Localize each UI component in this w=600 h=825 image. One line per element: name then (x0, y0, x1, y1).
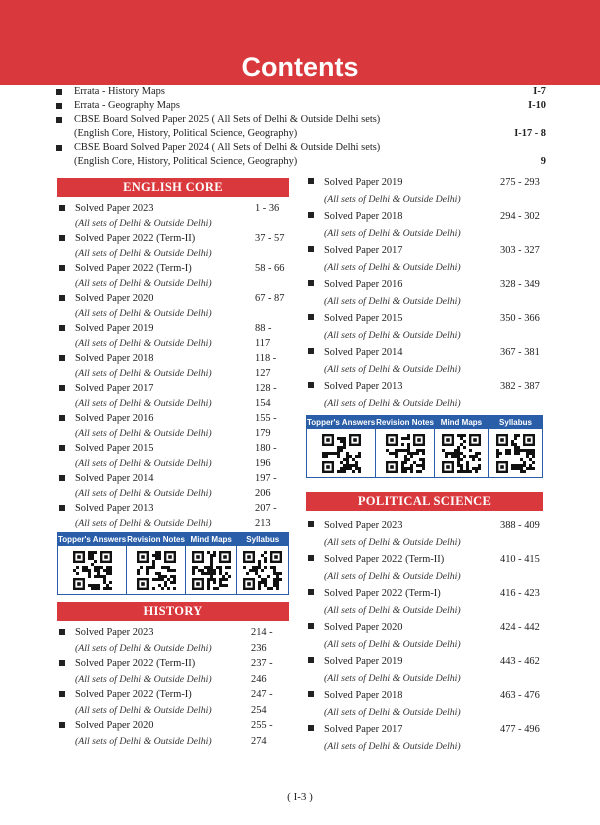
toc-entry-range: 463 - 476 (500, 690, 540, 701)
toc-entry-range: 58 - 66 (255, 263, 285, 274)
toc-entry-title: Solved Paper 2020 (324, 622, 403, 633)
toc-entry-range: 180 - 196 (255, 443, 277, 469)
bullet-icon (59, 235, 65, 241)
bullet-icon (308, 314, 314, 320)
qr-cell[interactable] (307, 416, 376, 477)
toc-entry-subtitle: (All sets of Delhi & Outside Delhi) (75, 458, 212, 469)
bullet-icon (56, 89, 62, 95)
toc-entry-range: 128 - 154 (255, 383, 277, 409)
toc-entry-range: 275 - 293 (500, 177, 540, 188)
toc-entry (57, 656, 289, 687)
toc-entry-subtitle: (All sets of Delhi & Outside Delhi) (75, 704, 212, 716)
top-item (56, 155, 546, 169)
top-item-text: (English Core, History, Political Science, Geography) (74, 128, 298, 139)
qr-panel-english (57, 532, 289, 595)
toc-entry-subtitle: (All sets of Delhi & Outside Delhi) (75, 368, 212, 379)
toc-entry-title: Solved Paper 2017 (75, 383, 154, 394)
qr-code-icon[interactable] (496, 434, 535, 473)
toc-entry-line (324, 687, 543, 704)
toc-entry-subtitle: (All sets of Delhi & Outside Delhi) (75, 308, 212, 319)
bullet-icon (308, 521, 314, 527)
toc-entry-range: 382 - 387 (500, 381, 540, 392)
toc-entry-subtitle: (All sets of Delhi & Outside Delhi) (75, 673, 212, 685)
toc-entry-title: Solved Paper 2017 (324, 245, 403, 256)
toc-entry-range: 388 - 409 (500, 520, 540, 531)
toc-entry-range: 118 - 127 (255, 353, 277, 379)
qr-code-icon[interactable] (386, 434, 425, 473)
qr-code-icon[interactable] (73, 551, 112, 590)
qr-cell[interactable] (489, 416, 542, 477)
bullet-icon (308, 657, 314, 663)
toc-entry-range: 155 - 179 (255, 413, 277, 439)
top-item (56, 85, 546, 99)
qr-cell[interactable] (435, 416, 489, 477)
toc-entry (306, 378, 543, 412)
toc-entry-title: Solved Paper 2015 (75, 443, 154, 454)
toc-entry-subtitle: (All sets of Delhi & Outside Delhi) (324, 673, 461, 684)
toc-entry-subtitle: (All sets of Delhi & Outside Delhi) (75, 428, 212, 439)
toc-entry-range: 237 - 246 (251, 658, 273, 685)
toc-entry (57, 201, 289, 231)
top-item-page: 9 (540, 156, 546, 167)
toc-entry-title: Solved Paper 2019 (324, 177, 403, 188)
toc-entry-title: Solved Paper 2022 (Term-II) (324, 554, 445, 565)
toc-entry-range: 67 - 87 (255, 293, 285, 304)
bullet-icon (308, 725, 314, 731)
qr-label: Topper's Answers (307, 418, 376, 427)
toc-entry (306, 585, 543, 619)
qr-panel-history (306, 415, 543, 478)
top-item-page: I-7 (533, 86, 546, 97)
toc-entry (306, 174, 543, 208)
toc-entry-subtitle: (All sets of Delhi & Outside Delhi) (324, 262, 461, 273)
toc-entry-range: 207 - 213 (255, 503, 277, 529)
toc-entry-title: Solved Paper 2020 (75, 293, 154, 304)
qr-cell[interactable] (186, 533, 238, 594)
toc-entry-title: Solved Paper 2023 (324, 520, 403, 531)
toc-entry-subtitle: (All sets of Delhi & Outside Delhi) (324, 364, 461, 375)
toc-entry (306, 721, 543, 755)
toc-entry-subtitle: (All sets of Delhi & Outside Delhi) (75, 278, 212, 289)
toc-entry (306, 208, 543, 242)
bullet-icon (59, 415, 65, 421)
toc-entry (306, 653, 543, 687)
toc-entry (57, 411, 289, 441)
toc-entry-subtitle: (All sets of Delhi & Outside Delhi) (324, 228, 461, 239)
qr-label: Syllabus (237, 533, 288, 546)
toc-entry-range: 1 - 36 (255, 203, 280, 214)
toc-entry-title: Solved Paper 2023 (75, 203, 154, 214)
toc-entry (57, 261, 289, 291)
toc-entry-range: 37 - 57 (255, 233, 285, 244)
top-item (56, 113, 546, 127)
toc-entry-line (75, 201, 289, 216)
toc-entry (306, 310, 543, 344)
bullet-icon (56, 145, 62, 151)
qr-code-icon[interactable] (442, 434, 481, 473)
qr-label: Revision Notes (376, 418, 434, 427)
top-item-text: CBSE Board Solved Paper 2024 ( All Sets of Delhi & Outside Delhi sets) (74, 142, 381, 153)
toc-entry-line (75, 291, 289, 306)
toc-entry-line (324, 208, 543, 225)
toc-entry (306, 687, 543, 721)
qr-code-icon[interactable] (243, 551, 282, 590)
toc-entry-subtitle: (All sets of Delhi & Outside Delhi) (75, 248, 212, 259)
toc-entry-range: 88 - 117 (255, 323, 272, 349)
toc-entry-line (324, 378, 543, 395)
top-item-page: I-17 - 8 (514, 128, 546, 139)
toc-entry-range: 416 - 423 (500, 588, 540, 599)
history-section (57, 602, 289, 749)
history-continued-section (306, 174, 543, 412)
toc-entry-range: 247 - 254 (251, 689, 273, 716)
toc-entry-line (324, 551, 543, 568)
top-item-text: Errata - Geography Maps (74, 100, 180, 111)
toc-entry-subtitle: (All sets of Delhi & Outside Delhi) (324, 330, 461, 341)
toc-entry-subtitle: (All sets of Delhi & Outside Delhi) (75, 218, 212, 229)
toc-entry-title: Solved Paper 2016 (324, 279, 403, 290)
bullet-icon (59, 385, 65, 391)
top-item-page: I-10 (528, 100, 546, 111)
bullet-icon (308, 246, 314, 252)
qr-label: Mind Maps (435, 416, 488, 429)
toc-entry-range: 294 - 302 (500, 211, 540, 222)
toc-entry-line (324, 310, 543, 327)
qr-label: Mind Maps (186, 533, 237, 546)
english-core-heading: ENGLISH CORE (57, 178, 289, 197)
toc-entry (306, 344, 543, 378)
toc-entry-subtitle: (All sets of Delhi & Outside Delhi) (75, 338, 212, 349)
toc-entry (306, 276, 543, 310)
bullet-icon (308, 212, 314, 218)
history-list (57, 625, 289, 749)
toc-entry-line (75, 231, 289, 246)
toc-entry-subtitle: (All sets of Delhi & Outside Delhi) (324, 571, 461, 582)
toc-entry-range: 214 - 236 (251, 627, 273, 654)
top-item (56, 141, 546, 155)
top-item (56, 127, 546, 141)
bullet-icon (59, 722, 65, 728)
toc-entry-title: Solved Paper 2018 (324, 690, 403, 701)
toc-entry-subtitle: (All sets of Delhi & Outside Delhi) (75, 735, 212, 747)
top-item-text: CBSE Board Solved Paper 2025 ( All Sets of Delhi & Outside Delhi sets) (74, 114, 381, 125)
toc-entry-title: Solved Paper 2018 (75, 353, 154, 364)
toc-entry-subtitle: (All sets of Delhi & Outside Delhi) (75, 642, 212, 654)
english-core-section (57, 178, 289, 531)
bullet-icon (59, 295, 65, 301)
bullet-icon (308, 589, 314, 595)
toc-entry (306, 517, 543, 551)
toc-entry-subtitle: (All sets of Delhi & Outside Delhi) (324, 639, 461, 650)
toc-entry-subtitle: (All sets of Delhi & Outside Delhi) (75, 518, 212, 529)
bullet-icon (56, 117, 62, 123)
toc-entry-subtitle: (All sets of Delhi & Outside Delhi) (324, 537, 461, 548)
bullet-icon (59, 629, 65, 635)
toc-entry-line (324, 242, 543, 259)
toc-entry-line (324, 276, 543, 293)
toc-entry-range: 424 - 442 (500, 622, 540, 633)
top-item (56, 99, 546, 113)
toc-entry-title: Solved Paper 2022 (Term-I) (324, 588, 441, 599)
toc-entry-subtitle: (All sets of Delhi & Outside Delhi) (324, 707, 461, 718)
bullet-icon (59, 325, 65, 331)
qr-cell[interactable] (58, 533, 127, 594)
qr-cell[interactable] (376, 416, 435, 477)
toc-entry-title: Solved Paper 2016 (75, 413, 154, 424)
toc-entry-line (324, 174, 543, 191)
toc-entry-range: 350 - 366 (500, 313, 540, 324)
political-science-list (306, 517, 543, 755)
toc-entry (57, 501, 289, 531)
toc-entry-line (324, 619, 543, 636)
bullet-icon (308, 691, 314, 697)
political-science-heading: POLITICAL SCIENCE (306, 492, 543, 511)
toc-entry-line (324, 585, 543, 602)
toc-entry-line (75, 261, 289, 276)
toc-entry-line (324, 721, 543, 738)
page-number: ( I-3 ) (287, 791, 313, 803)
toc-entry-title: Solved Paper 2017 (324, 724, 403, 735)
bullet-icon (59, 475, 65, 481)
toc-entry-range: 367 - 381 (500, 347, 540, 358)
bullet-icon (56, 103, 62, 109)
toc-entry (57, 625, 289, 656)
toc-entry-range: 303 - 327 (500, 245, 540, 256)
toc-entry-subtitle: (All sets of Delhi & Outside Delhi) (324, 296, 461, 307)
qr-label: Revision Notes (127, 535, 185, 544)
qr-label: Syllabus (489, 416, 542, 429)
toc-entry-range: 410 - 415 (500, 554, 540, 565)
toc-entry (306, 551, 543, 585)
english-core-list (57, 201, 289, 531)
bullet-icon (308, 382, 314, 388)
bullet-icon (59, 205, 65, 211)
bullet-icon (59, 445, 65, 451)
bullet-icon (59, 660, 65, 666)
toc-entry-title: Solved Paper 2014 (324, 347, 403, 358)
toc-entry-subtitle: (All sets of Delhi & Outside Delhi) (324, 398, 461, 409)
top-list (56, 85, 546, 169)
bullet-icon (308, 178, 314, 184)
page-title: Contents (241, 52, 359, 82)
toc-entry-title: Solved Paper 2013 (75, 503, 154, 514)
toc-entry-title: Solved Paper 2022 (Term-I) (75, 689, 192, 700)
history-heading: HISTORY (57, 602, 289, 621)
toc-entry-title: Solved Paper 2019 (75, 323, 154, 334)
toc-entry (306, 619, 543, 653)
toc-entry-range: 328 - 349 (500, 279, 540, 290)
toc-entry-range: 255 - 274 (251, 720, 273, 747)
toc-entry-title: Solved Paper 2022 (Term-II) (75, 658, 196, 669)
toc-entry-line (324, 517, 543, 534)
toc-entry-title: Solved Paper 2015 (324, 313, 403, 324)
bullet-icon (308, 348, 314, 354)
toc-entry-title: Solved Paper 2023 (75, 627, 154, 638)
qr-code-icon[interactable] (322, 434, 361, 473)
toc-entry-title: Solved Paper 2014 (75, 473, 154, 484)
qr-code-icon[interactable] (137, 551, 176, 590)
toc-entry (57, 718, 289, 749)
bullet-icon (59, 355, 65, 361)
toc-entry-subtitle: (All sets of Delhi & Outside Delhi) (324, 741, 461, 752)
toc-entry-subtitle: (All sets of Delhi & Outside Delhi) (75, 488, 212, 499)
top-item-text: Errata - History Maps (74, 86, 165, 97)
qr-cell[interactable] (127, 533, 186, 594)
toc-entry-title: Solved Paper 2018 (324, 211, 403, 222)
bullet-icon (308, 623, 314, 629)
toc-entry (57, 471, 289, 501)
toc-entry (57, 231, 289, 261)
toc-entry-range: 443 - 462 (500, 656, 540, 667)
toc-entry (57, 381, 289, 411)
toc-entry-subtitle: (All sets of Delhi & Outside Delhi) (324, 194, 461, 205)
toc-entry-title: Solved Paper 2019 (324, 656, 403, 667)
toc-entry-line (324, 344, 543, 361)
toc-entry (57, 441, 289, 471)
toc-entry-subtitle: (All sets of Delhi & Outside Delhi) (75, 398, 212, 409)
bullet-icon (59, 691, 65, 697)
bullet-icon (59, 265, 65, 271)
toc-entry (57, 351, 289, 381)
toc-entry-subtitle: (All sets of Delhi & Outside Delhi) (324, 605, 461, 616)
toc-entry-title: Solved Paper 2013 (324, 381, 403, 392)
toc-entry-title: Solved Paper 2020 (75, 720, 154, 731)
toc-entry (57, 687, 289, 718)
toc-entry-range: 197 - 206 (255, 473, 277, 499)
toc-entry-range: 477 - 496 (500, 724, 540, 735)
toc-entry-title: Solved Paper 2022 (Term-II) (75, 233, 196, 244)
history-continued-list (306, 174, 543, 412)
toc-entry-line (324, 653, 543, 670)
top-item-text: (English Core, History, Political Science, Geography) (74, 156, 298, 167)
toc-entry (306, 242, 543, 276)
qr-cell[interactable] (237, 533, 288, 594)
qr-label: Topper's Answers (58, 535, 127, 544)
bullet-icon (308, 555, 314, 561)
qr-code-icon[interactable] (192, 551, 231, 590)
bullet-icon (59, 505, 65, 511)
toc-entry-title: Solved Paper 2022 (Term-I) (75, 263, 192, 274)
political-science-section (306, 492, 543, 755)
bullet-icon (308, 280, 314, 286)
toc-entry (57, 291, 289, 321)
toc-entry (57, 321, 289, 351)
